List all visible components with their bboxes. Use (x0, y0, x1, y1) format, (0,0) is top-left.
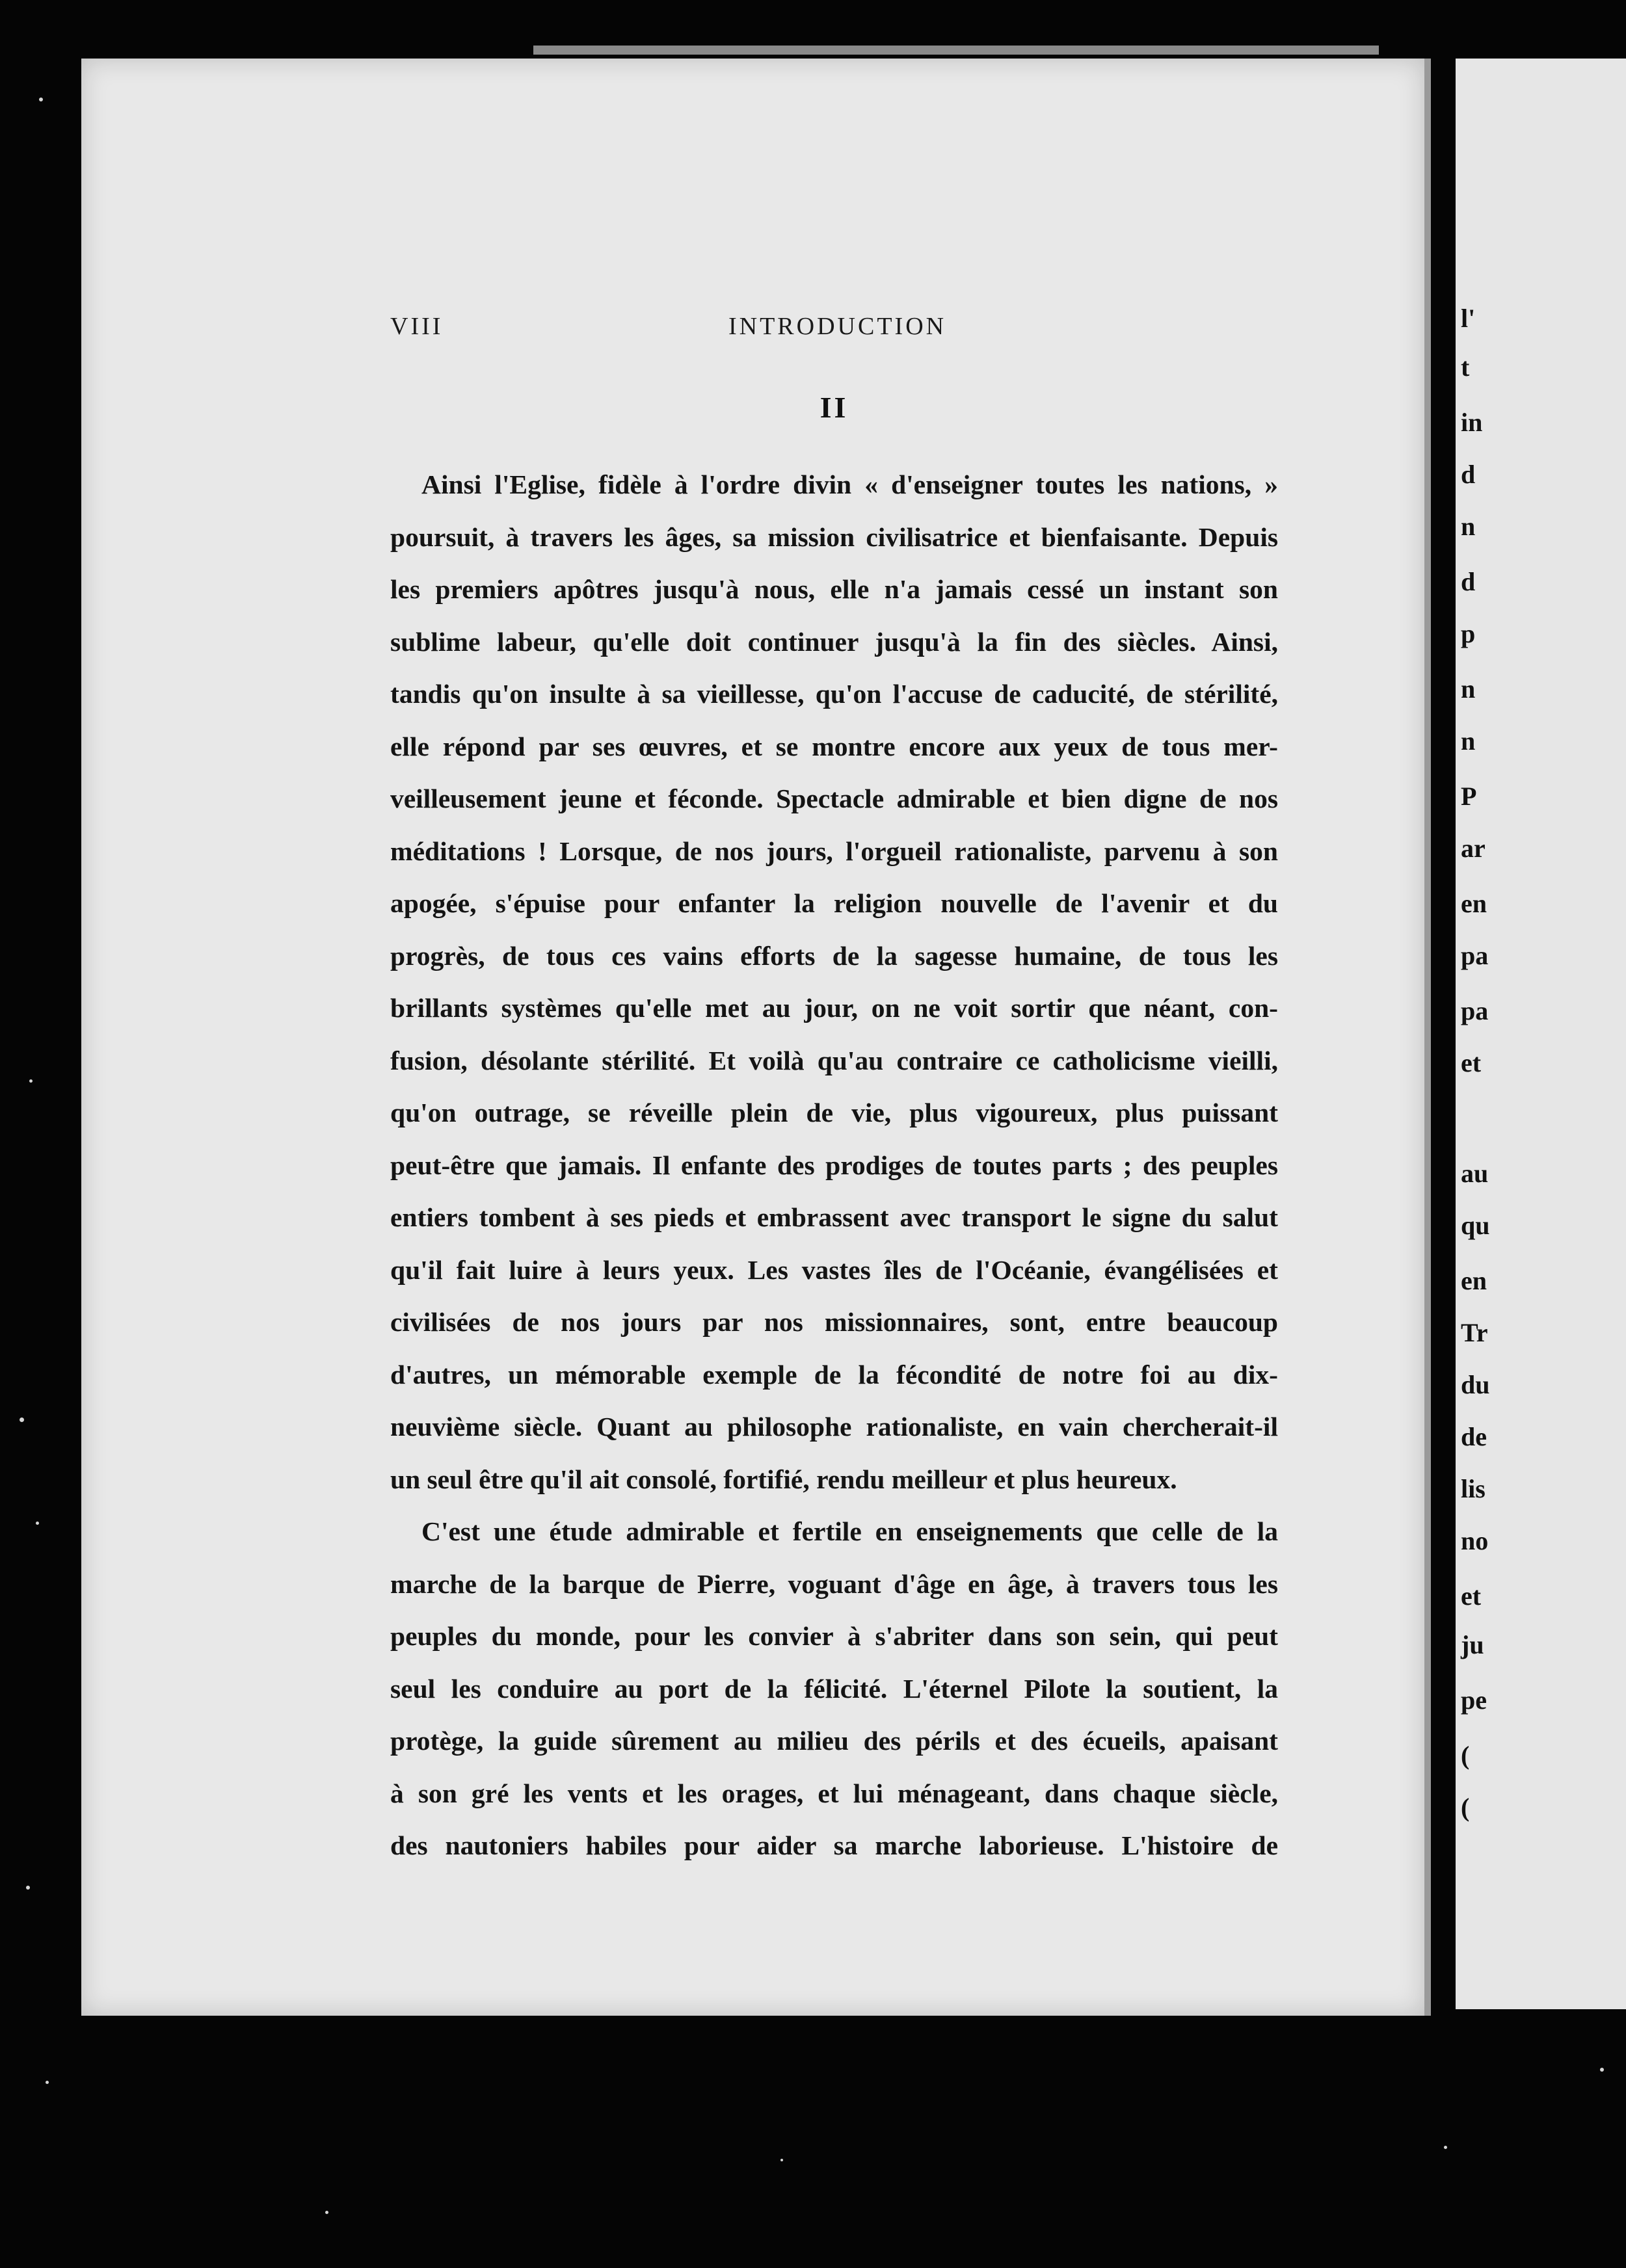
text-line: d'autres, un mémorable exemple de la fécondité de notre foi au dix- (390, 1359, 1278, 1390)
facing-page-line-fragment: no (1461, 1526, 1489, 1555)
running-head (390, 312, 1314, 345)
text-line: qu'on outrage, se réveille plein de vie, plus vigoureux, plus puissant (390, 1098, 1278, 1127)
facing-page-line-fragment: pa (1461, 996, 1489, 1025)
scan-dust-speck (26, 1886, 30, 1890)
text-line: apogée, s'épuise pour enfanter la religion nouvelle de l'avenir et du (390, 888, 1278, 918)
text-line: C'est une étude admirable et fertile en enseignements que celle de la (421, 1516, 1278, 1546)
facing-page-line-fragment: du (1461, 1370, 1490, 1399)
running-title: INTRODUCTION (728, 313, 947, 340)
scan-dust-speck (46, 2081, 49, 2084)
facing-page-line-fragment: en (1461, 1266, 1487, 1295)
scan-dust-speck (1444, 2146, 1447, 2149)
facing-page-line-fragment: Tr (1461, 1318, 1488, 1347)
text-line: qu'il fait luire à leurs yeux. Les vastes îles de l'Océanie, évangélisées et (390, 1254, 1278, 1285)
text-line: méditations ! Lorsque, de nos jours, l'orgueil rationaliste, parvenu à son (390, 836, 1278, 866)
text-line: neuvième siècle. Quant au philosophe rationaliste, en vain chercherait-il (390, 1412, 1278, 1442)
facing-page-line-fragment: et (1461, 1048, 1482, 1077)
body-text (390, 458, 1278, 1872)
page-top-edge (533, 46, 1379, 55)
facing-page-line-fragment: ( (1461, 1741, 1470, 1770)
text-line: fusion, désolante stérilité. Et voilà qu'au contraire ce catholicisme vieilli, (390, 1045, 1278, 1075)
facing-page-line-fragment: lis (1461, 1474, 1486, 1503)
page-gutter-edge (1424, 59, 1431, 2016)
section-heading: II (820, 391, 849, 424)
facing-page-line-fragment: et (1461, 1581, 1482, 1611)
text-line: Ainsi l'Eglise, fidèle à l'ordre divin « d'enseigner toutes les nations, » (421, 469, 1278, 499)
text-line: des nautoniers habiles pour aider sa marche laborieuse. L'histoire de (390, 1830, 1278, 1860)
facing-page-line-fragment: d (1461, 567, 1476, 596)
facing-page-line-fragment: n (1461, 674, 1476, 704)
facing-page-line-fragment: t (1461, 352, 1470, 382)
text-line: peut-être que jamais. Il enfante des prodiges de toutes parts ; des peuples (390, 1150, 1278, 1180)
text-line: brillants systèmes qu'elle met au jour, on ne voit sortir que néant, con- (390, 993, 1278, 1023)
facing-page-line-fragment: n (1461, 726, 1476, 756)
scan-dust-speck (20, 1418, 24, 1422)
facing-page-line-fragment: pe (1461, 1685, 1487, 1715)
scan-dust-speck (780, 2159, 783, 2161)
facing-page-line-fragment: ar (1461, 834, 1486, 863)
text-line: poursuit, à travers les âges, sa mission civilisatrice et bienfaisante. Depuis (390, 521, 1278, 552)
text-line: à son gré les vents et les orages, et lui ménageant, dans chaque siècle, (390, 1778, 1278, 1808)
scan-dust-speck (36, 1522, 39, 1525)
facing-page-line-fragment: n (1461, 512, 1476, 541)
scan-dust-speck (29, 1079, 33, 1083)
page-number: VIII (390, 313, 444, 340)
facing-page-fragment (1456, 59, 1626, 2009)
scan-dust-speck (1600, 2068, 1604, 2072)
facing-page-line-fragment: de (1461, 1422, 1487, 1451)
facing-page-line-fragment: l' (1461, 304, 1476, 333)
facing-page-line-fragment: ( (1461, 1793, 1470, 1822)
text-line: les premiers apôtres jusqu'à nous, elle n'a jamais cessé un instant son (390, 574, 1278, 604)
text-line: progrès, de tous ces vains efforts de la sagesse humaine, de tous les (390, 940, 1278, 971)
text-line: un seul être qu'il ait consolé, fortifié, rendu meilleur et plus heureux. (390, 1464, 1177, 1494)
text-line: sublime labeur, qu'elle doit continuer jusqu'à la fin des siècles. Ainsi, (390, 626, 1278, 657)
scan-dust-speck (325, 2211, 328, 2214)
facing-page-line-fragment: pa (1461, 941, 1489, 970)
facing-page-line-fragment: en (1461, 889, 1487, 918)
scan-dust-speck (39, 98, 43, 101)
text-line: elle répond par ses œuvres, et se montre encore aux yeux de tous mer- (390, 731, 1278, 761)
facing-page-line-fragment: d (1461, 460, 1476, 489)
paragraph-1 (390, 458, 1278, 1505)
text-line: veilleusement jeune et féconde. Spectacle admirable et bien digne de nos (390, 784, 1278, 813)
text-line: protège, la guide sûrement au milieu des périls et des écueils, apaisant (390, 1726, 1278, 1756)
facing-page-line-fragment: P (1461, 782, 1477, 811)
text-line: civilisées de nos jours par nos missionnaires, sont, entre beaucoup (390, 1307, 1278, 1337)
facing-page-line-fragment: qu (1461, 1211, 1490, 1240)
paragraph-2 (390, 1505, 1278, 1872)
facing-page-line-fragment: ju (1461, 1630, 1484, 1659)
facing-page-line-fragment: au (1461, 1159, 1489, 1188)
facing-page-line-fragment: in (1461, 408, 1483, 437)
text-line: tandis qu'on insulte à sa vieillesse, qu'on l'accuse de caducité, de stérilité, (390, 679, 1278, 709)
facing-page-line-fragment: p (1461, 619, 1476, 648)
text-line: seul les conduire au port de la félicité. L'éternel Pilote la soutient, la (390, 1673, 1278, 1704)
text-line: marche de la barque de Pierre, voguant d'âge en âge, à travers tous les (390, 1568, 1278, 1599)
text-line: peuples du monde, pour les convier à s'abriter dans son sein, qui peut (390, 1621, 1278, 1651)
text-line: entiers tombent à ses pieds et embrassent avec transport le signe du salut (390, 1202, 1278, 1232)
